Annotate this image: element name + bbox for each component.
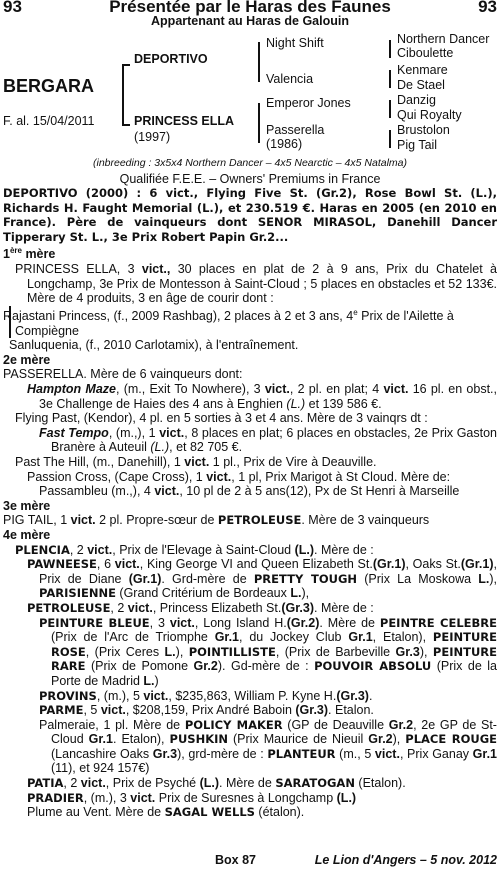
produce-patia: PATIA, 2 vict., Prix de Psyché (L.). Mère de SARATOGAN (Etalon). bbox=[27, 776, 406, 791]
bracket-main bbox=[122, 64, 124, 126]
lot-number-right: 93 bbox=[478, 0, 497, 16]
ggp-4: De Stael bbox=[397, 78, 445, 92]
ggp-6: Qui Royalty bbox=[397, 108, 462, 122]
ggp-2: Ciboulette bbox=[397, 46, 454, 60]
bracket-g4 bbox=[389, 130, 391, 148]
produce-parme: PARME, 5 vict., $208,159, Prix André Baboin (Gr.3). Etalon. bbox=[39, 703, 374, 718]
lot-number-left: 93 bbox=[3, 0, 22, 16]
qualification: Qualifiée F.E.E. – Owners' Premiums in France bbox=[119, 172, 381, 186]
produce-fast-tempo: Fast Tempo, (m.,), 1 vict., 8 places en plat; 6 places en obstacles, 2e Prix Gaston Branère à Auteuil (L.), et 82 705 €. bbox=[39, 425, 498, 455]
bracket-g3 bbox=[389, 100, 391, 118]
second-dam-record: PASSERELLA. Mère de 6 vainqueurs dont: bbox=[3, 367, 243, 382]
dam-dam-year: (1986) bbox=[266, 137, 303, 151]
horse-name: BERGARA bbox=[3, 76, 95, 96]
section-second-dam: 2e mère bbox=[3, 352, 51, 367]
produce-plume-au-vent: Plume au Vent. Mère de SAGAL WELLS (étalon). bbox=[27, 805, 305, 820]
produce-2: Sanluquenia, (f., 2010 Carlotamix), à l'entraînement. bbox=[9, 338, 299, 353]
produce-provins: PROVINS, (m.), 5 vict., $235,863, William P. Kyne H.(Gr.3). bbox=[39, 688, 373, 703]
produce-palmeraie: Palmeraie, 1 pl. Mère de POLICY MAKER (GP de Deauville Gr.2, 2e GP de St-Cloud Gr.1. Etalon), PUSHKIN (Prix Maurice de Nieuil Gr.2), PLACE ROUGE (Lancashire Oaks Gr.3), grd-mère de : PLANTEUR (m., 5 vict., Prix Ganay Gr.1 (11), et 924 157€) bbox=[39, 717, 498, 776]
produce-passion-cross: Passion Cross, (Cape Cross), 1 vict., 1 pl, Prix Marigot à St Cloud. Mère de: Passambleu (m.,), 4 vict., 10 pl de 2 à 5 ans(12), Px de St Henri à Marseille bbox=[27, 469, 460, 499]
dam-record: PRINCESS ELLA, 3 vict., 30 places en plat de 2 à 9 ans, Prix du Chatelet à Longchamp, 3e Prix de Montesson à Saint-Cloud ; 5 places en obstacles et 52 133€. Mère de 4 produits, 3 en âge de courir dont : bbox=[15, 262, 497, 306]
inbreeding-note: (inbreeding : 3x5x4 Northern Dancer – 4x5 Nearctic – 4x5 Natalma) bbox=[93, 157, 407, 169]
dam-dam: Passerella bbox=[266, 123, 325, 137]
sire-sire: Night Shift bbox=[266, 36, 324, 50]
produce-petroleuse: PETROLEUSE, 2 vict., Princess Elizabeth St.(Gr.3). Mère de : bbox=[27, 600, 374, 615]
third-dam-record: PIG TAIL, 1 vict. 2 pl. Propre-sœur de PETROLEUSE. Mère de 3 vainqueurs bbox=[3, 513, 430, 528]
produce-pradier: PRADIER, (m.), 3 vict. Prix de Suresnes à Longchamp (L.) bbox=[27, 790, 357, 805]
horse-details: F. al. 15/04/2011 bbox=[3, 114, 95, 128]
ggp-8: Pig Tail bbox=[397, 138, 438, 152]
dam-sire: Emperor Jones bbox=[266, 96, 351, 110]
sire-dam: Valencia bbox=[266, 72, 314, 86]
section-third-dam: 3e mère bbox=[3, 498, 51, 513]
produce-flying-past: Flying Past, (Kendor), 4 pl. en 5 sorties à 3 et 4 ans. Mère de 3 vainqrs dt : bbox=[15, 411, 428, 426]
sire-note: DEPORTIVO (2000) : 6 vict., Flying Five St. (Gr.2), Rose Bowl St. (L.), Richards H. Faught Memorial (L.), et 230.519 €. Haras en 2005 (en 2010 en France). Père de vainqueurs dont SENOR MIRASOL, Danehill Dancer Tipperary St. L., 3e Prix Robert Papin Gr.2... bbox=[3, 186, 497, 244]
produce-pawneese: PAWNEESE, 6 vict., King George VI and Queen Elizabeth St.(Gr.1), Oaks St.(Gr.1), Prix de Diane (Gr.1). Grd-mère de PRETTY TOUGH (Prix La Moskowa L.), PARISIENNE (Grand Critérium de Bordeaux L.), bbox=[27, 557, 498, 601]
ggp-1: Northern Dancer bbox=[397, 32, 490, 46]
bracket-g2 bbox=[389, 70, 391, 88]
dam-year: (1997) bbox=[134, 130, 171, 144]
sale-venue: Le Lion d'Angers – 5 nov. 2012 bbox=[314, 853, 497, 867]
bracket-dam bbox=[258, 103, 260, 143]
sire-name: DEPORTIVO bbox=[134, 52, 208, 66]
produce-past-the-hill: Past The Hill, (m., Danehill), 1 vict. 1 pl., Prix de Vire à Deauville. bbox=[15, 455, 377, 469]
ggp-5: Danzig bbox=[397, 93, 436, 107]
dam-name: PRINCESS ELLA bbox=[134, 114, 235, 128]
bracket-tick bbox=[122, 64, 130, 66]
produce-hampton-maze: Hampton Maze, (m., Exit To Nowhere), 3 vict., 2 pl. en plat; 4 vict. 16 pl. en obst., 3e Challenge de Haies des 4 ans à Enghien (L.) et 139 586 €. bbox=[27, 382, 498, 411]
fourth-dam-record: PLENCIA, 2 vict., Prix de l'Elevage à Saint-Cloud (L.). Mère de : bbox=[15, 542, 374, 557]
box-number: Box 87 bbox=[215, 853, 256, 867]
produce-peinture-bleue: PEINTURE BLEUE, 3 vict., Long Island H.(Gr.2). Mère de PEINTRE CELEBRE (Prix de l'Arc de Triomphe Gr.1, du Jockey Club Gr.1, Etalon), PEINTURE ROSE, (Prix Ceres L.), POINTILLISTE, (Prix de Barbeville Gr.3), PEINTURE RARE (Prix de Pomone Gr.2). Gd-mère de : POUVOIR ABSOLU (Prix de la Porte de Madrid L.) bbox=[39, 615, 498, 688]
produce-1: Rajastani Princess, (f., 2009 Rashbag), 2 places à 2 et 3 ans, 4e Prix de l'Ailette à Compiègne bbox=[9, 306, 497, 338]
section-first-dam: 1ère mère bbox=[3, 246, 56, 262]
catalogue-body bbox=[3, 186, 497, 820]
bracket-sire bbox=[258, 42, 260, 82]
section-fourth-dam: 4e mère bbox=[3, 527, 51, 542]
bracket-g1 bbox=[389, 40, 391, 58]
page-title: Présentée par le Haras des Faunes bbox=[109, 0, 391, 16]
bracket-tick bbox=[122, 124, 130, 126]
ggp-3: Kenmare bbox=[397, 63, 448, 77]
owner-subtitle: Appartenant au Haras de Galouin bbox=[151, 14, 349, 28]
ggp-7: Brustolon bbox=[397, 123, 450, 137]
